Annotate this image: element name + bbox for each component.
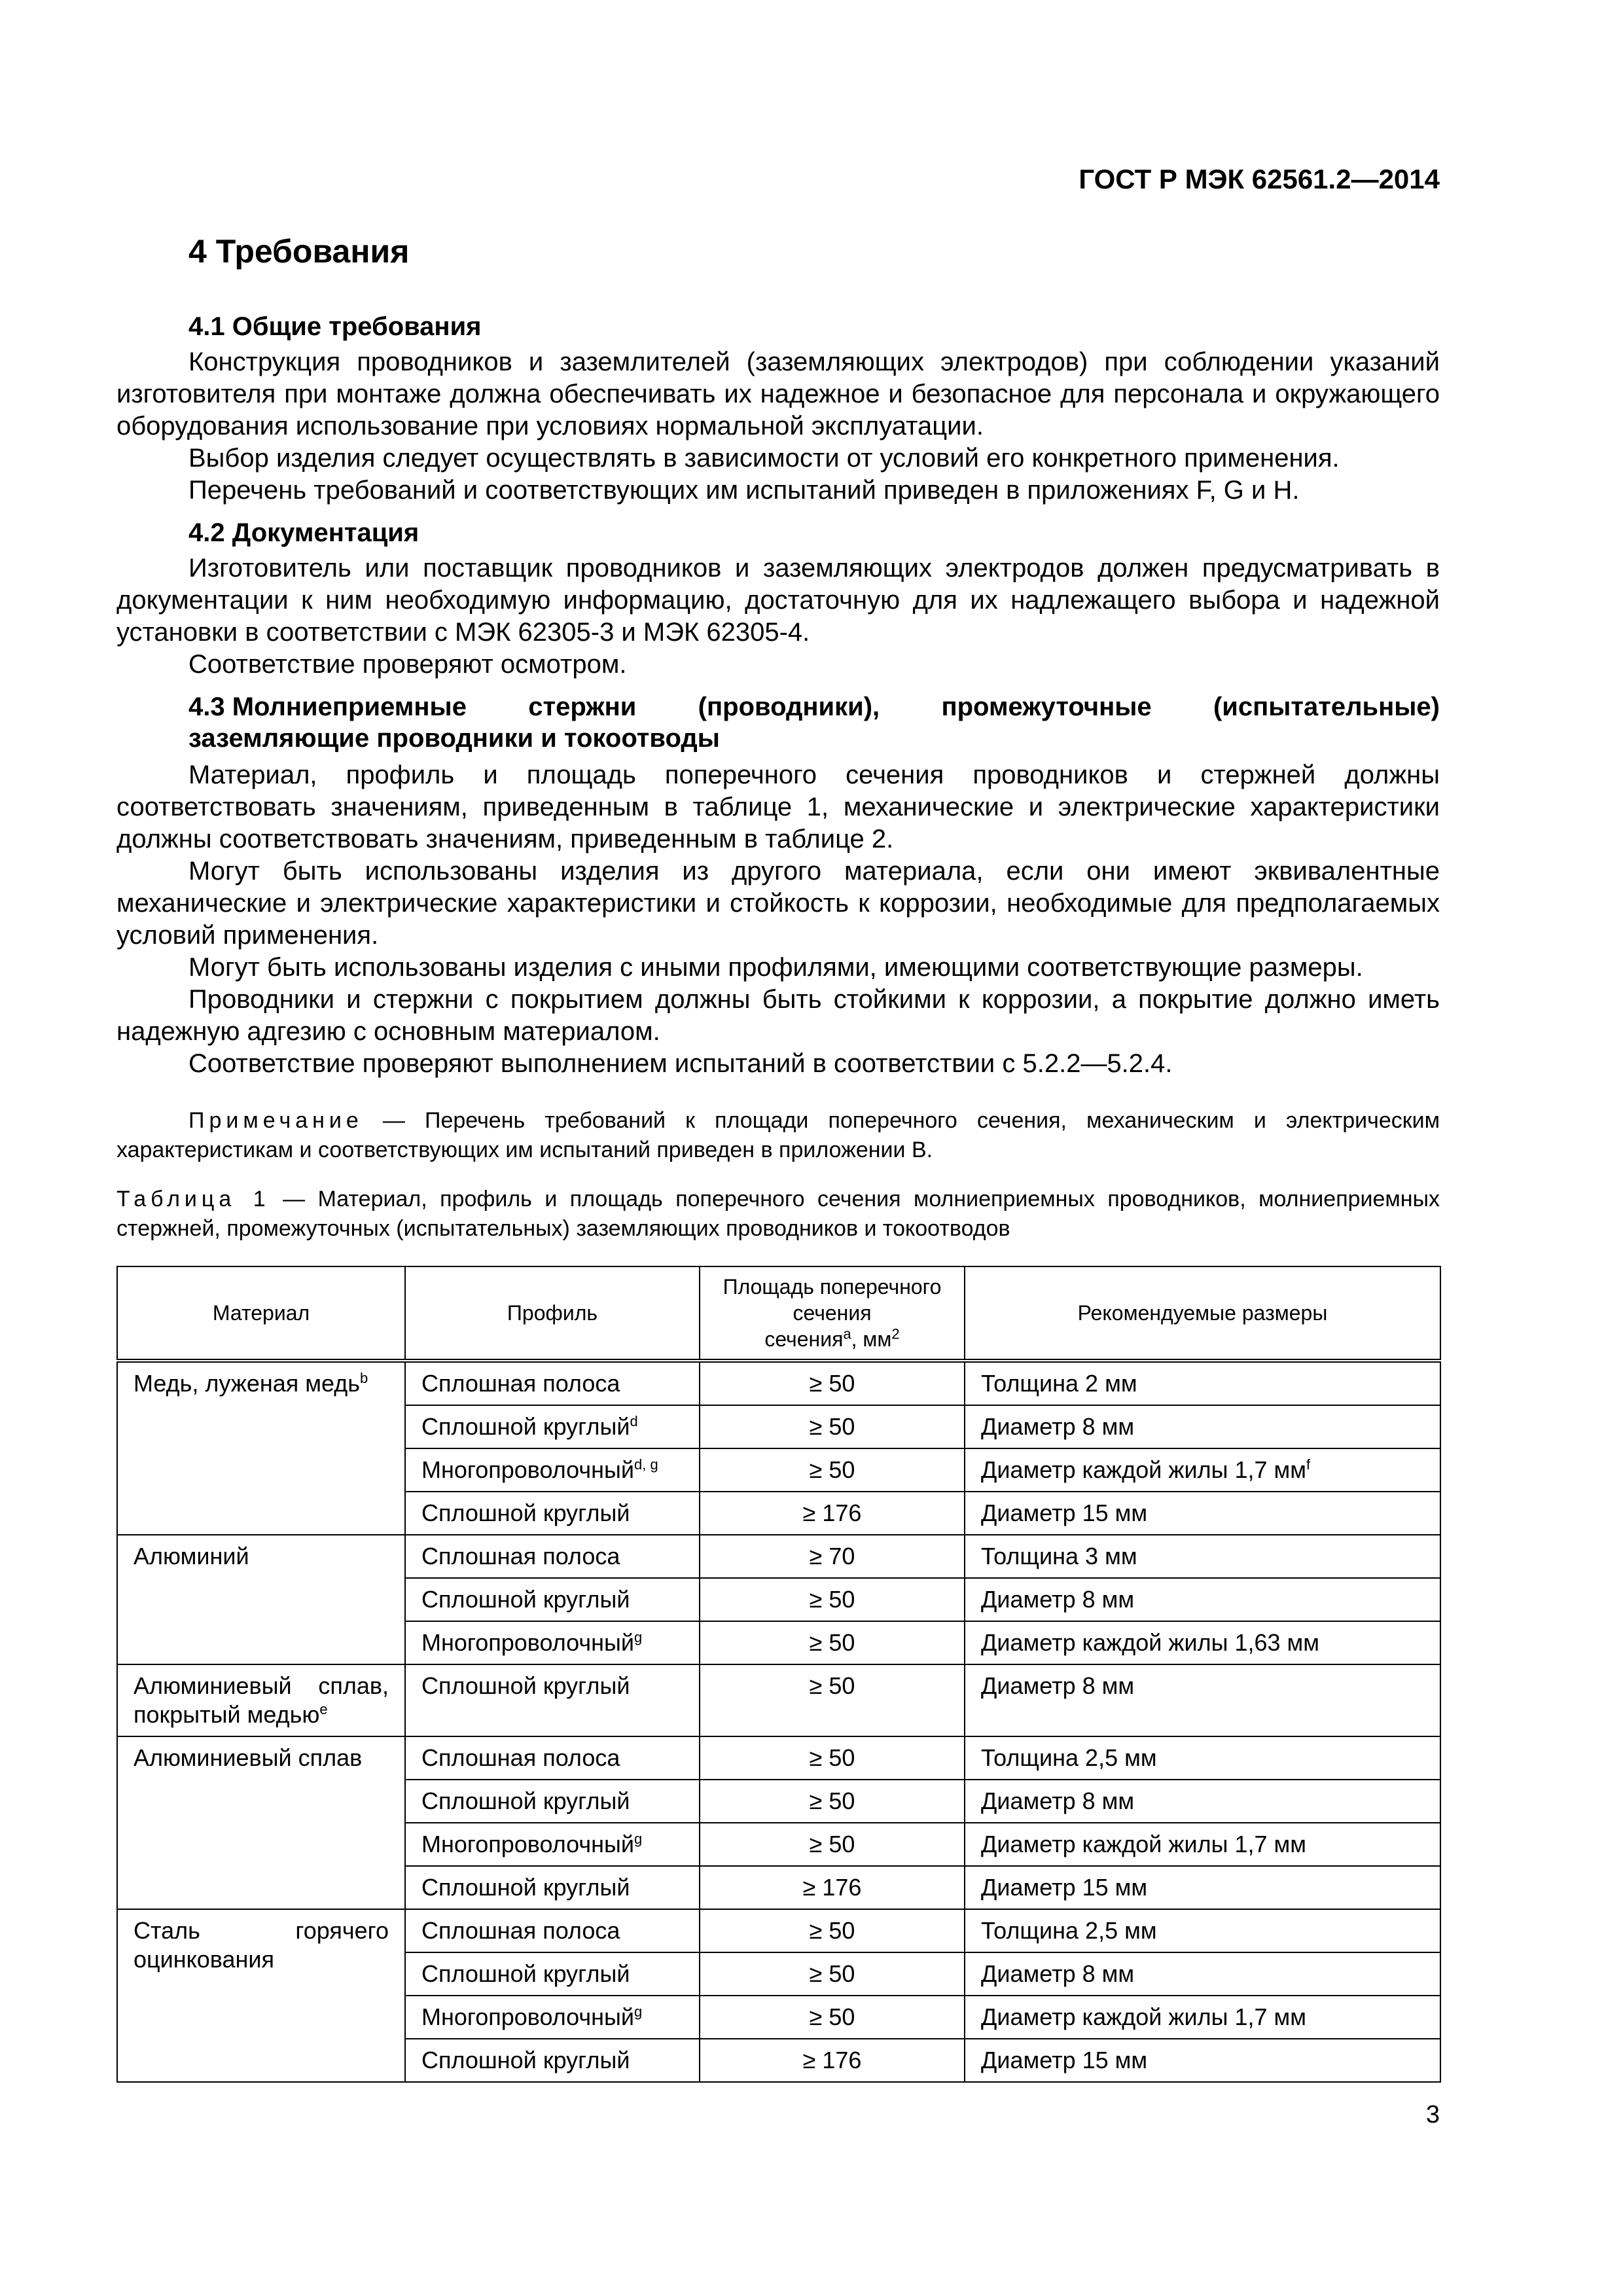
- table-row: [117, 1535, 1440, 1578]
- page-content: [116, 232, 1440, 2083]
- cell-size: Диаметр 15 мм: [965, 2039, 1440, 2082]
- cell-size: Диаметр каждой жилы 1,63 мм: [965, 1621, 1440, 1664]
- paragraph: Конструкция проводников и заземлителей (заземляющих электродов) при соблюдении указаний изготовителя при монтаже должна обеспечивать их надежное и безопасное для персонала и окружающего оборудования использование при условиях нормальной эксплуатации.: [116, 348, 1440, 440]
- table-caption: [116, 1185, 1440, 1244]
- page-number: 3: [1425, 2101, 1440, 2128]
- paragraph: Материал, профиль и площадь поперечного сечения проводников и стержней должны соответствовать значениям, приведенным в таблице 1, механические и электрические характеристики должны соответствовать значениям, приведенным в таблице 2.: [116, 761, 1440, 853]
- cell-area: ≥ 176: [700, 1492, 965, 1535]
- cell-material: Сталь горячего оцинкования: [117, 1909, 405, 2082]
- cell-material: Алюминиевый сплав: [117, 1736, 405, 1909]
- cell-size: Диаметр 15 мм: [965, 1492, 1440, 1535]
- cell-material: Медь, луженая медь$^b$: [117, 1361, 405, 1535]
- cell-area: ≥ 176: [700, 1866, 965, 1909]
- note-text: — Перечень требований к площади поперечного сечения, механическим и электрическим характеристикам и соответствующих им испытаний приведен в приложении В.: [116, 1108, 1440, 1162]
- table-label: Таблица 1: [116, 1187, 270, 1211]
- paragraph: Могут быть использованы изделия с иными профилями, имеющими соответствующие размеры.: [188, 953, 1363, 982]
- cell-size: Толщина 3 мм: [965, 1535, 1440, 1578]
- cell-size: Толщина 2,5 мм: [965, 1909, 1440, 1952]
- header-material: Материал: [117, 1266, 405, 1361]
- paragraph: Соответствие проверяют выполнением испытаний в соответствии с 5.2.2—5.2.4.: [188, 1049, 1173, 1078]
- cell-area: ≥ 50: [700, 1361, 965, 1405]
- paragraph: Могут быть использованы изделия из другого материала, если они имеют эквивалентные механические и электрические характеристики и стойкость к коррозии, необходимые для предполагаемых условий применения.: [116, 857, 1440, 950]
- cell-size: Толщина 2,5 мм: [965, 1736, 1440, 1780]
- cell-area: ≥ 176: [700, 2039, 965, 2082]
- cell-profile: Сплошная полоса: [405, 1736, 700, 1780]
- section-4-1: [116, 311, 1440, 507]
- cell-profile: Многопроволочный$^{d, g}$: [405, 1448, 700, 1492]
- cell-profile: Многопроволочный$^g$: [405, 1823, 700, 1866]
- cell-profile: Сплошной круглый: [405, 1578, 700, 1621]
- cell-area: ≥ 50: [700, 1664, 965, 1736]
- cell-profile: Сплошной круглый: [405, 1952, 700, 1996]
- cell-material: Алюминиевый сплав, покрытый медью$^e$: [117, 1664, 405, 1736]
- section-4-3-title-line2: заземляющие проводники и токоотводы: [188, 724, 720, 753]
- cell-profile: Сплошной круглый: [405, 1780, 700, 1823]
- table-row: [117, 1664, 1440, 1736]
- cell-size: Диаметр 8 мм: [965, 1952, 1440, 1996]
- section-4-3: [116, 691, 1440, 1080]
- paragraph: Перечень требований и соответствующих им испытаний приведен в приложениях F, G и H.: [188, 476, 1300, 505]
- cell-size: Диаметр каждой жилы 1,7 мм: [965, 1996, 1440, 2039]
- section-4-3-title: 4.3 Молниеприемные стержни (проводники), промежуточные (испытательные): [188, 692, 1440, 721]
- cell-profile: Сплошной круглый$^d$: [405, 1405, 700, 1448]
- section-4-title: 4 Требования: [188, 233, 410, 270]
- cell-profile: Сплошной круглый: [405, 1492, 700, 1535]
- note-label: Примечание: [188, 1108, 363, 1133]
- note: [116, 1106, 1440, 1165]
- cell-area: ≥ 50: [700, 1952, 965, 1996]
- cell-size: Диаметр 8 мм: [965, 1578, 1440, 1621]
- paragraph: Выбор изделия следует осуществлять в зависимости от условий его конкретного применения.: [188, 444, 1340, 473]
- table-body: [117, 1361, 1440, 2082]
- cell-size: Диаметр 15 мм: [965, 1866, 1440, 1909]
- cell-profile: Сплошная полоса: [405, 1535, 700, 1578]
- cell-area: ≥ 50: [700, 1405, 965, 1448]
- header-sizes: Рекомендуемые размеры: [965, 1266, 1440, 1361]
- cell-profile: Многопроволочный$^g$: [405, 1996, 700, 2039]
- header-area: Площадь поперечного сечения сечения$^a$, $мм^2$: [700, 1266, 965, 1361]
- table-row: [117, 1909, 1440, 1952]
- table-row: [117, 1361, 1440, 1405]
- cell-area: ≥ 50: [700, 1621, 965, 1664]
- cell-area: ≥ 50: [700, 1578, 965, 1621]
- header-profile: Профиль: [405, 1266, 700, 1361]
- cell-area: ≥ 70: [700, 1535, 965, 1578]
- section-4-2: [116, 517, 1440, 681]
- cell-size: Толщина 2 мм: [965, 1361, 1440, 1405]
- paragraph: Проводники и стержни с покрытием должны быть стойкими к коррозии, а покрытие должно иметь надежную адгезию с основным материалом.: [116, 985, 1440, 1046]
- cell-size: Диаметр каждой жилы 1,7 мм: [965, 1823, 1440, 1866]
- table-header-row: [117, 1266, 1440, 1361]
- cell-size: Диаметр 8 мм: [965, 1780, 1440, 1823]
- materials-table: [116, 1266, 1441, 2083]
- cell-area: ≥ 50: [700, 1996, 965, 2039]
- cell-profile: Многопроволочный$^g$: [405, 1621, 700, 1664]
- table-row: [117, 1736, 1440, 1780]
- standard-number: ГОСТ Р МЭК 62561.2—2014: [1079, 164, 1440, 194]
- cell-size: Диаметр 8 мм: [965, 1405, 1440, 1448]
- table-caption-text: — Материал, профиль и площадь поперечного сечения молниеприемных проводников, молниеприемных стержней, промежуточных (испытательных) заземляющих проводников и токоотводов: [116, 1187, 1440, 1241]
- cell-area: ≥ 50: [700, 1909, 965, 1952]
- cell-profile: Сплошной круглый: [405, 1664, 700, 1736]
- cell-material: Алюминий: [117, 1535, 405, 1664]
- cell-size: Диаметр каждой жилы 1,7 $мм^f$: [965, 1448, 1440, 1492]
- cell-profile: Сплошная полоса: [405, 1361, 700, 1405]
- paragraph: Соответствие проверяют осмотром.: [188, 650, 627, 679]
- cell-area: ≥ 50: [700, 1780, 965, 1823]
- cell-size: Диаметр 8 мм: [965, 1664, 1440, 1736]
- cell-profile: Сплошной круглый: [405, 1866, 700, 1909]
- section-4-2-title: 4.2 Документация: [188, 518, 419, 547]
- cell-area: ≥ 50: [700, 1448, 965, 1492]
- section-4-1-title: 4.1 Общие требования: [188, 312, 482, 341]
- cell-area: ≥ 50: [700, 1823, 965, 1866]
- paragraph: Изготовитель или поставщик проводников и заземляющих электродов должен предусматривать в документации к ним необходимую информацию, достаточную для их надлежащего выбора и надежной установки в соответствии с МЭК 62305-3 и МЭК 62305-4.: [116, 554, 1440, 647]
- cell-area: ≥ 50: [700, 1736, 965, 1780]
- cell-profile: Сплошной круглый: [405, 2039, 700, 2082]
- cell-profile: Сплошная полоса: [405, 1909, 700, 1952]
